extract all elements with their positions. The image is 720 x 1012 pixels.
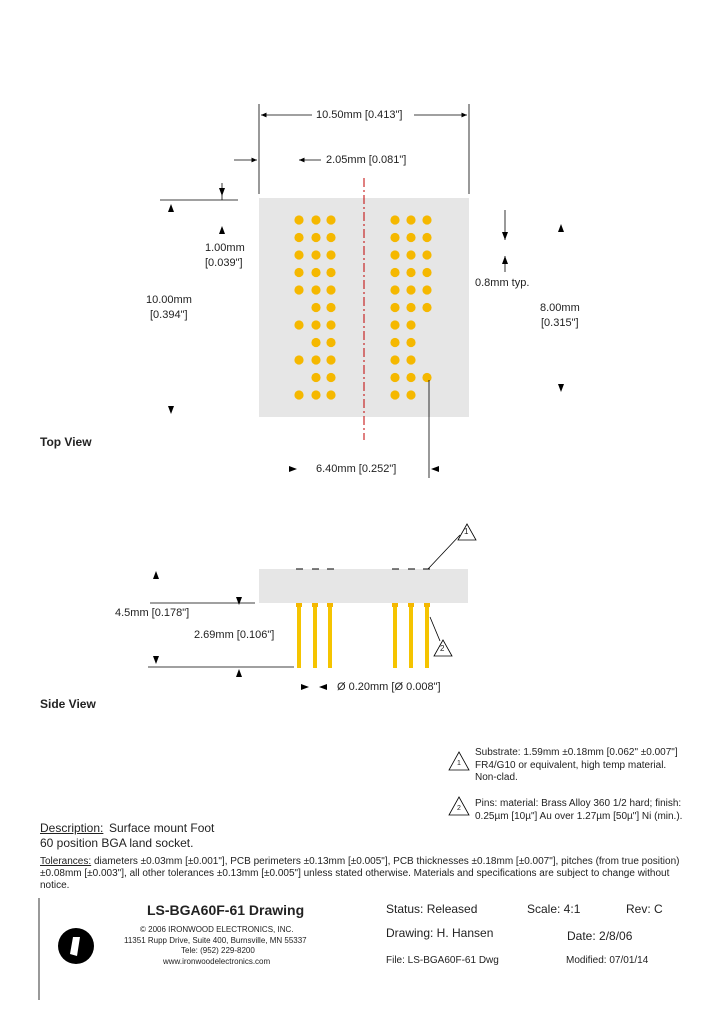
tolerances-line-3: notice. [40,880,70,891]
arrow-height-bottom [168,406,174,414]
side-pin [313,603,317,668]
modified-date: Modified: 07/01/14 [566,955,649,966]
dim-height: 10.00mm [146,294,192,306]
side-view-substrate [259,569,468,603]
bga-pad [326,285,335,294]
revision: Rev: C [626,902,663,916]
bga-pad [390,303,399,312]
bga-pad [422,250,431,259]
bga-pad [406,373,415,382]
bga-pad [422,233,431,242]
side-pin [425,603,429,668]
bga-pad [390,320,399,329]
bga-pad [311,285,320,294]
bga-pad [311,303,320,312]
tolerances-label: Tolerances: [40,856,92,867]
side-view-label: Side View [40,697,96,711]
dim-array-height-in: [0.315"] [541,317,579,329]
bga-pad [294,320,303,329]
bga-pad [294,285,303,294]
dim-side-total: 4.5mm [0.178"] [115,607,190,619]
note-2-number: 2 [457,805,461,812]
bga-pad [326,303,335,312]
bga-pad [311,215,320,224]
bga-pad [326,390,335,399]
arrow-array-w-l [289,466,297,472]
bga-pad [326,250,335,259]
bga-pad [390,355,399,364]
note-1-line-1: Substrate: 1.59mm ±0.18mm [0.062" ±0.007"] [475,747,678,758]
bga-pad [422,215,431,224]
bga-pad [390,390,399,399]
description-line-1: Surface mount Foot [109,821,215,835]
arrow-side-total-bottom [153,656,159,664]
tolerances-line-1: diameters ±0.03mm [±0.001"], PCB perimeters ±0.13mm [±0.005"], PCB thicknesses ±0.18mm [±0.007"], pitches (from true position) [94,856,680,867]
bga-pad [390,338,399,347]
bga-pad [422,268,431,277]
dim-row-pitch: 1.00mm [205,242,245,254]
bga-pad [406,338,415,347]
bga-pad [294,215,303,224]
note-1-number: 1 [457,760,461,767]
bga-pad [294,390,303,399]
bga-pad [390,233,399,242]
bga-pad [311,338,320,347]
status: Status: Released [386,902,478,916]
bga-pad [311,355,320,364]
bga-pad [311,268,320,277]
description-label: Description: [40,821,104,835]
dim-height-in: [0.394"] [150,309,188,321]
bga-pad [406,303,415,312]
bga-pad [406,285,415,294]
bga-pad [311,250,320,259]
dim-pin-length: 2.69mm [0.106"] [194,629,275,641]
bga-pad [390,373,399,382]
callout-1-leader [428,535,460,569]
bga-pad [326,320,335,329]
bga-pad [422,373,431,382]
note-1-line-2: FR4/G10 or equivalent, high temp material. [475,760,667,771]
company-line-4: www.ironwoodelectronics.com [163,957,271,966]
arrow-row-top [168,204,174,212]
arrow-dia-l [301,684,309,690]
bga-pad [294,268,303,277]
bga-pad [390,250,399,259]
callout-2-leader [430,617,440,641]
bga-pad [326,233,335,242]
bga-pad [326,373,335,382]
company-line-3: Tele: (952) 229-8200 [181,946,255,955]
date: Date: 2/8/06 [567,929,633,943]
bga-pad [326,215,335,224]
description-line-2: 60 position BGA land socket. [40,836,194,850]
scale: Scale: 4:1 [527,902,581,916]
dim-array-height: 8.00mm [540,302,580,314]
dim-pin-diameter: Ø 0.20mm [Ø 0.008"] [337,681,441,693]
callout-2-number: 2 [440,644,445,653]
dim-array-width: 6.40mm [0.252"] [316,463,397,475]
bga-pad [294,355,303,364]
bga-pad [311,373,320,382]
bga-pad [406,268,415,277]
bga-pad [422,303,431,312]
bga-pad [326,268,335,277]
note-1-line-3: Non-clad. [475,772,518,783]
arrow-dia-r [319,684,327,690]
side-pin-head [296,603,302,607]
side-pins [296,603,430,668]
bga-pad [326,338,335,347]
dim-width: 10.50mm [0.413"] [316,109,403,121]
bga-pad [422,285,431,294]
bga-pad [311,320,320,329]
drawn-by: Drawing: H. Hansen [386,926,494,940]
side-pin-head [424,603,430,607]
arrow-row-down [219,188,225,196]
arrow-array-bottom [558,384,564,392]
bga-pad [294,250,303,259]
bga-pad [311,390,320,399]
dim-pitch: 0.8mm typ. [475,277,530,289]
callout-1-number: 1 [464,527,469,536]
side-pin [328,603,332,668]
bga-pad [406,215,415,224]
side-pin [393,603,397,668]
side-pin-head [408,603,414,607]
note-2-line-1: Pins: material: Brass Alloy 360 1/2 hard; finish: [475,798,682,809]
company-line-2: 11351 Rupp Drive, Suite 400, Burnsville, MN 55337 [124,936,307,945]
bga-pad [390,268,399,277]
side-pin-head [392,603,398,607]
company-line-1: © 2006 IRONWOOD ELECTRONICS, INC. [140,925,294,934]
arrow-pin-bottom [236,669,242,677]
arrow-pitch-top [502,232,508,240]
side-pin-head [312,603,318,607]
side-pin [409,603,413,668]
side-pin [297,603,301,668]
bga-pad [311,233,320,242]
bga-pad [406,250,415,259]
bga-pad [406,320,415,329]
side-pin-head [327,603,333,607]
note-2-line-2: 0.25µm [10µ"] Au over 1.27µm [50µ"] Ni (min.). [475,811,683,822]
top-view-label: Top View [40,435,92,449]
bga-pad [294,233,303,242]
arrow-pin-top [236,597,242,605]
dim-offset: 2.05mm [0.081"] [326,154,407,166]
bga-pad [326,355,335,364]
bga-pad [390,285,399,294]
arrow-array-top [558,224,564,232]
arrow-pitch-bottom [502,256,508,264]
bga-pad [406,355,415,364]
arrow-array-w-r [431,466,439,472]
drawing-title: LS-BGA60F-61 Drawing [147,902,305,918]
dim-row-pitch-in: [0.039"] [205,257,243,269]
arrow-row-up [219,226,225,234]
bga-pad [406,390,415,399]
bga-pad [406,233,415,242]
file-name: File: LS-BGA60F-61 Dwg [386,955,499,966]
tolerances-line-2: ±0.08mm [±0.003"], all other tolerances ±0.13mm [±0.005"] unless stated otherwise. Materials and specifications are subject to change without [40,868,670,879]
arrow-side-total-top [153,571,159,579]
bga-pad [390,215,399,224]
